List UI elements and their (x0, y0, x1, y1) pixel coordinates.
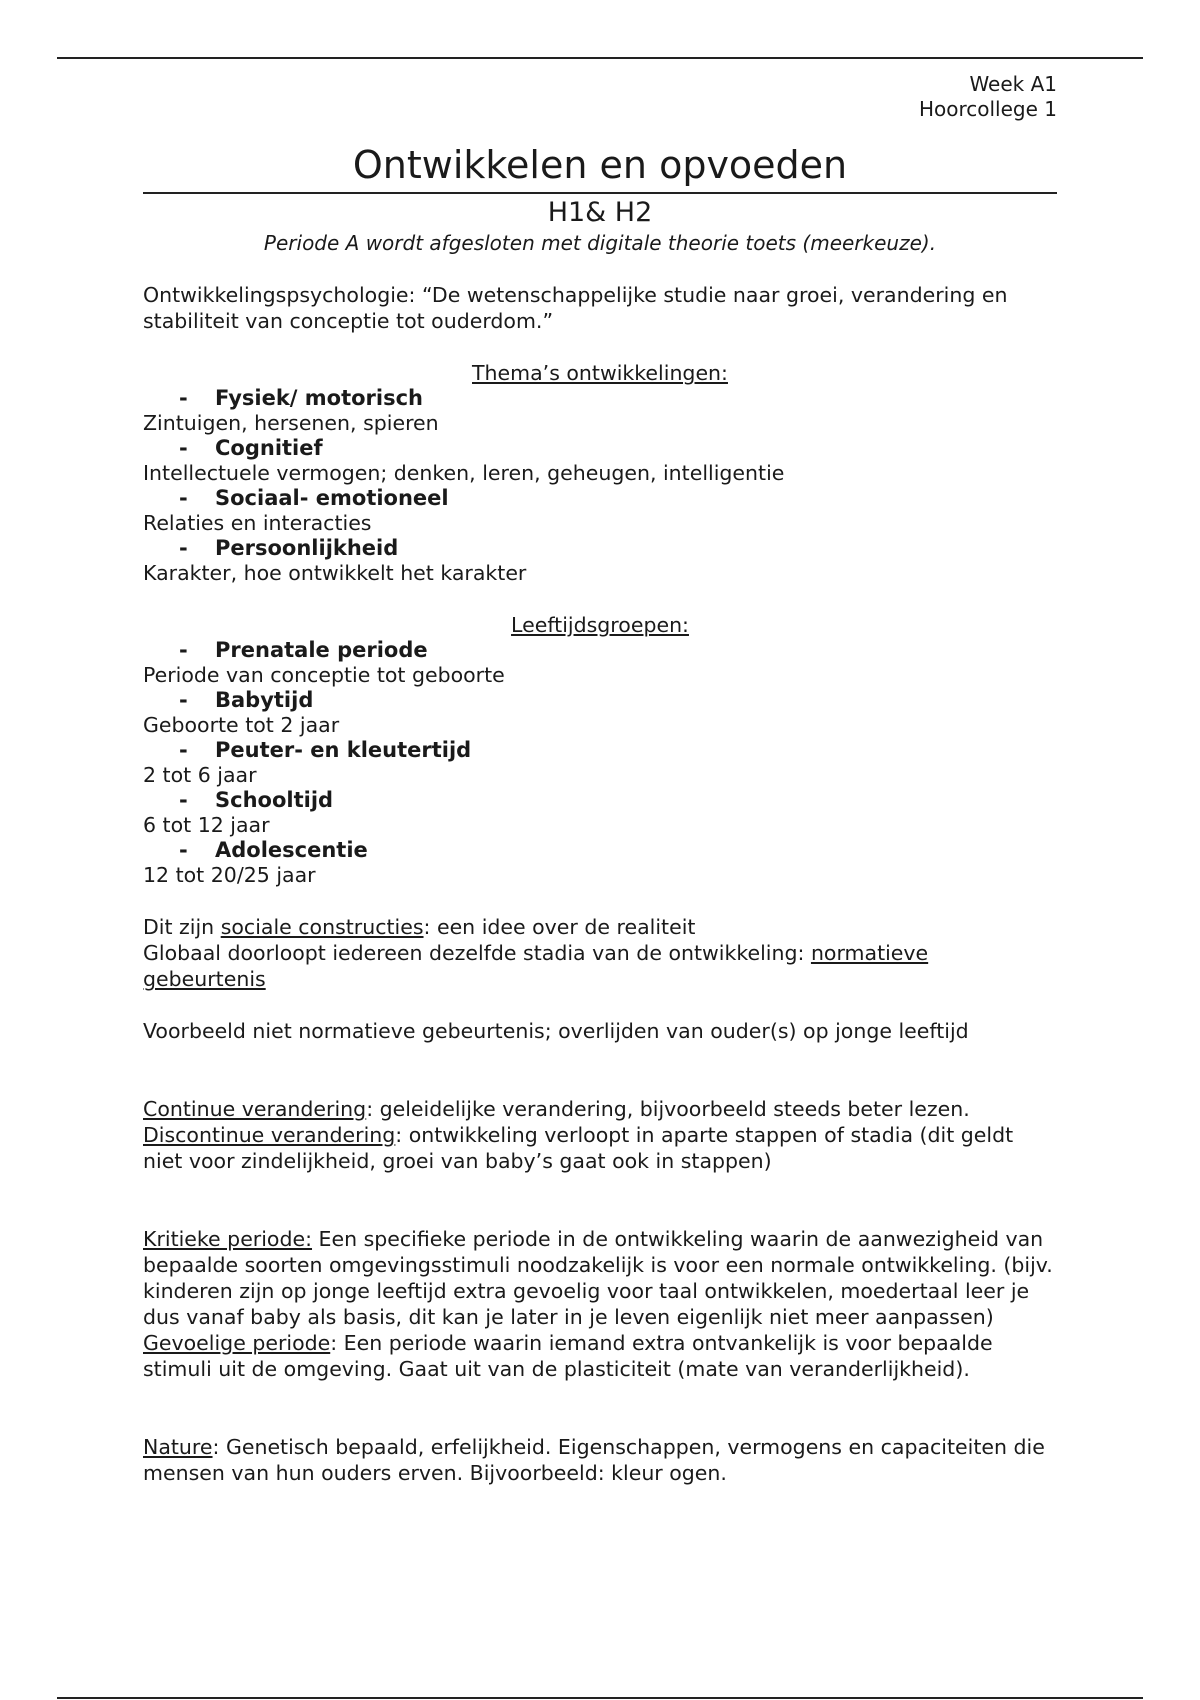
list-item-desc: 2 tot 6 jaar (143, 763, 257, 787)
list-item-title: - Peuter- en kleutertijd (179, 738, 472, 762)
document-body (143, 140, 1057, 1486)
ages-list (143, 638, 1057, 888)
nature-paragraph: Nature: Genetisch bepaald, erfelijkheid. Eigenschappen, vermogens en capaciteiten die mensen van hun ouders erven. Bijvoorbeeld: kleur ogen. (143, 1435, 1045, 1485)
list-item-desc: Karakter, hoe ontwikkelt het karakter (143, 561, 527, 585)
list-item-title: - Babytijd (179, 688, 314, 712)
list-item-title: - Cognitief (179, 436, 323, 460)
list-item-desc: 12 tot 20/25 jaar (143, 863, 316, 887)
list-item-title: - Persoonlijkheid (179, 536, 399, 560)
social-constructs-paragraph: Dit zijn sociale constructies: een idee over de realiteit Globaal doorloopt iedereen dezelfde stadia van de ontwikkeling: normatieve gebeurtenis (143, 915, 929, 991)
list-item-title: - Schooltijd (179, 788, 334, 812)
list-item-desc: 6 tot 12 jaar (143, 813, 270, 837)
list-item-title: - Prenatale periode (179, 638, 428, 662)
example-paragraph: Voorbeeld niet normatieve gebeurtenis; overlijden van ouder(s) op jonge leeftijd (143, 1019, 969, 1043)
list-item-title: - Adolescentie (179, 838, 368, 862)
page-subtitle: H1& H2 (547, 197, 653, 228)
lecture-label: Hoorcollege 1 (918, 97, 1057, 121)
page-header (919, 72, 1057, 122)
top-rule (57, 57, 1143, 59)
definition-paragraph: Ontwikkelingspsychologie: “De wetenschappelijke studie naar groei, verandering en stabiliteit van conceptie tot ouderdom.” (143, 283, 1008, 333)
list-item-desc: Intellectuele vermogen; denken, leren, geheugen, intelligentie (143, 461, 785, 485)
page-title: Ontwikkelen en opvoeden (143, 140, 1057, 194)
list-item-desc: Periode van conceptie tot geboorte (143, 663, 505, 687)
week-label: Week A1 (969, 72, 1057, 96)
list-item-title: - Fysiek/ motorisch (179, 386, 424, 410)
ages-heading: Leeftijdsgroepen: (511, 613, 689, 637)
bottom-rule (57, 1697, 1143, 1699)
themes-heading: Thema’s ontwikkelingen: (472, 361, 728, 385)
list-item-desc: Zintuigen, hersenen, spieren (143, 411, 439, 435)
change-paragraph: Continue verandering: geleidelijke verandering, bijvoorbeeld steeds beter lezen. Discontinue verandering: ontwikkeling verloopt in aparte stappen of stadia (dit geldt niet voor zindelijkheid, groei van baby’s gaat ook in stappen) (143, 1097, 1014, 1173)
list-item-title: - Sociaal- emotioneel (179, 486, 449, 510)
exam-note: Periode A wordt afgesloten met digitale theorie toets (meerkeuze). (263, 231, 937, 255)
list-item-desc: Geboorte tot 2 jaar (143, 713, 340, 737)
periods-paragraph: Kritieke periode: Een specifieke periode in de ontwikkeling waarin de aanwezigheid van bepaalde soorten omgevingsstimuli noodzakelijk is voor een normale ontwikkeling. (bijv. kinderen zijn op jonge leeftijd extra gevoelig voor taal ontwikkelen, moedertaal leer je dus vanaf baby als basis, dit kan je later in je leven eigenlijk niet meer aanpassen) Gevoelige periode: Een periode waarin iemand extra ontvankelijk is voor bepaalde stimuli uit de omgeving. Gaat uit van de plasticiteit (mate van veranderlijkheid). (143, 1227, 1053, 1381)
list-item-desc: Relaties en interacties (143, 511, 372, 535)
themes-list (143, 386, 1057, 586)
